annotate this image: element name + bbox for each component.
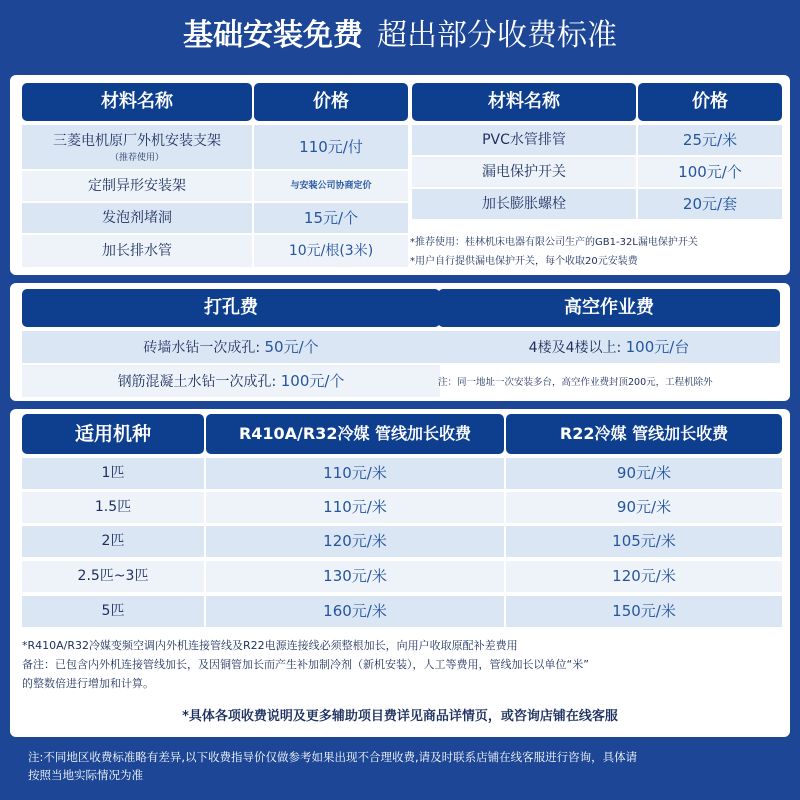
pipe-r410-price: 160元/米 xyxy=(206,596,504,627)
drilling-header: 打孔费 xyxy=(22,289,440,327)
materials-left-name-header: 材料名称 xyxy=(22,83,252,121)
title-bold: 基础安装免费 xyxy=(183,18,363,53)
pipe-model: 1匹 xyxy=(22,458,204,489)
material-name: 漏电保护开关 xyxy=(412,157,636,187)
pipe-r410-price: 110元/米 xyxy=(206,492,504,523)
high-altitude-price: 100元/台 xyxy=(625,338,690,356)
material-name: 发泡剂堵洞 xyxy=(22,203,252,233)
material-price: 10元/根(3米) xyxy=(254,235,408,267)
material-name-cell xyxy=(22,125,252,169)
pipe-model: 2匹 xyxy=(22,526,204,557)
pipes-header-model: 适用机种 xyxy=(22,414,204,454)
material-name: 定制异形安装架 xyxy=(22,171,252,201)
page-title xyxy=(0,14,800,58)
drilling-label: 砖墙水钻一次成孔: xyxy=(143,340,261,356)
pipe-model: 2.5匹~3匹 xyxy=(22,561,204,592)
pipes-header-r410: R410A/R32冷媒 管线加长收费 xyxy=(206,414,504,454)
material-price: 与安装公司协商定价 xyxy=(254,171,408,201)
materials-right-price-header: 价格 xyxy=(638,83,782,121)
high-altitude-row xyxy=(438,331,780,363)
material-name: 加长膨胀螺栓 xyxy=(412,189,636,219)
material-price: 15元/个 xyxy=(254,203,408,233)
pipe-r22-price: 90元/米 xyxy=(506,492,782,523)
drilling-price: 100元/个 xyxy=(280,372,345,390)
material-name: 加长排水管 xyxy=(22,235,252,267)
title-normal: 超出部分收费标准 xyxy=(377,18,617,53)
material-sub: （推荐使用） xyxy=(109,153,164,163)
pipe-r22-price: 150元/米 xyxy=(506,596,782,627)
pipe-r410-price: 130元/米 xyxy=(206,561,504,592)
material-name: PVC水管排管 xyxy=(412,125,636,155)
pipes-header-r22: R22冷媒 管线加长收费 xyxy=(506,414,782,454)
drilling-label: 钢筋混凝土水钻一次成孔: xyxy=(117,374,277,390)
material-price: 100元/个 xyxy=(638,157,782,187)
pipe-r410-price: 120元/米 xyxy=(206,526,504,557)
materials-left-price-header: 价格 xyxy=(254,83,408,121)
footer-note xyxy=(28,748,778,784)
high-altitude-label: 4楼及4楼以上: xyxy=(528,340,622,356)
pipes-note: 的整数倍进行增加和计算。 xyxy=(22,677,154,690)
drilling-price: 50元/个 xyxy=(264,338,319,356)
high-altitude-note: 注：同一地址一次安装多台，高空作业费封顶200元，工程机除外 xyxy=(438,377,713,388)
materials-note: *推荐使用：桂林机床电器有限公司生产的GB1-32L漏电保护开关 xyxy=(410,237,698,248)
materials-note: *用户自行提供漏电保护开关，每个收取20元安装费 xyxy=(410,256,638,267)
materials-card xyxy=(10,75,790,275)
materials-right-name-header: 材料名称 xyxy=(412,83,636,121)
fees-card xyxy=(10,283,790,401)
pipes-note: 备注：已包含内外机连接管线加长，及因铜管加长而产生补加制冷剂（新机安装），人工等费用，管线加长以单位“米” xyxy=(22,658,589,671)
material-name: 三菱电机原厂外机安装支架 xyxy=(53,133,221,149)
pipe-model: 1.5匹 xyxy=(22,492,204,523)
high-altitude-header: 高空作业费 xyxy=(438,289,780,327)
pipe-r22-price: 120元/米 xyxy=(506,561,782,592)
pipes-card xyxy=(10,409,790,737)
pipe-r22-price: 90元/米 xyxy=(506,458,782,489)
pipes-bottom-note: *具体各项收费说明及更多辅助项目费详见商品详情页，或咨询店铺在线客服 xyxy=(182,709,618,724)
pipe-r22-price: 105元/米 xyxy=(506,526,782,557)
drilling-row xyxy=(22,365,440,397)
pipes-note: *R410A/R32冷媒变频空调内外机连接管线及R22电源连接线必须整根加长，向用户收取原配补差费用 xyxy=(22,639,518,652)
material-price: 110元/付 xyxy=(254,125,408,169)
pipe-r410-price: 110元/米 xyxy=(206,458,504,489)
footer-line: 注:不同地区收费标准略有差异,以下收费指导价仅做参考如果出现不合理收费,请及时联系店铺在线客服进行咨询，具体请 xyxy=(28,750,638,764)
pipe-model: 5匹 xyxy=(22,596,204,627)
footer-line: 按照当地实际情况为准 xyxy=(28,768,143,782)
material-price: 25元/米 xyxy=(638,125,782,155)
drilling-row xyxy=(22,331,440,363)
material-price: 20元/套 xyxy=(638,189,782,219)
